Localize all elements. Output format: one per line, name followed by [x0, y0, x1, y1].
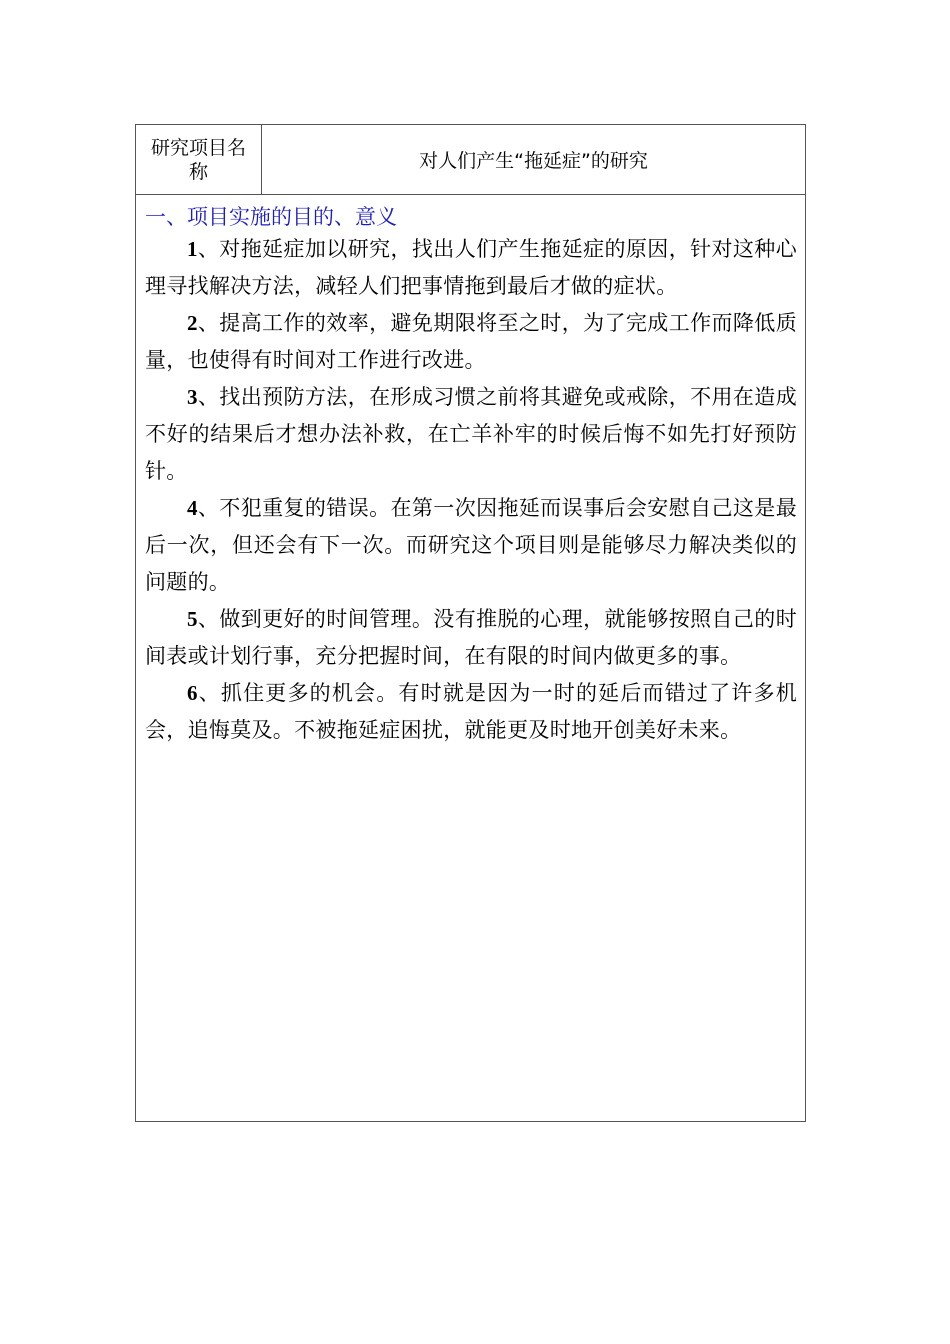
item-number: 3	[187, 385, 198, 409]
section-heading: 一、项目实施的目的、意义	[145, 205, 397, 229]
item-number: 2	[187, 311, 198, 335]
purpose-item-6	[145, 675, 797, 749]
project-name-row	[136, 125, 805, 195]
item-number: 1	[187, 237, 198, 261]
item-text: 、不犯重复的错误。在第一次因拖延而误事后会安慰自己这是最后一次，但还会有下一次。而研究这个项目则是能够尽力解决类似的问题的。	[145, 496, 797, 594]
project-name-label-cell	[136, 125, 262, 194]
project-name-label: 研究项目名称	[150, 136, 246, 183]
project-table	[135, 124, 806, 1122]
item-text: 、做到更好的时间管理。没有推脱的心理，就能够按照自己的时间表或计划行事，充分把握时间，在有限的时间内做更多的事。	[145, 607, 797, 668]
project-name-value: 对人们产生“拖延症”的研究	[419, 150, 648, 172]
purpose-item-1	[145, 231, 797, 305]
purpose-item-4	[145, 490, 797, 601]
item-text: 、对拖延症加以研究，找出人们产生拖延症的原因，针对这种心理寻找解决方法，减轻人们把事情拖到最后才做的症状。	[145, 237, 797, 298]
item-number: 5	[187, 607, 198, 631]
item-text: 、抓住更多的机会。有时就是因为一时的延后而错过了许多机会，追悔莫及。不被拖延症困扰，就能更及时地开创美好未来。	[145, 681, 797, 742]
item-number: 4	[187, 496, 198, 520]
item-text: 、提高工作的效率，避免期限将至之时，为了完成工作而降低质量，也使得有时间对工作进行改进。	[145, 311, 797, 372]
item-number: 6	[187, 681, 198, 705]
item-text: 、找出预防方法，在形成习惯之前将其避免或戒除，不用在造成不好的结果后才想办法补救，在亡羊补牢的时候后悔不如先打好预防针。	[145, 385, 797, 483]
purpose-item-5	[145, 601, 797, 675]
purpose-item-3	[145, 379, 797, 490]
project-name-value-cell	[262, 125, 805, 194]
purpose-section-cell	[136, 195, 805, 1121]
purpose-item-2	[145, 305, 797, 379]
